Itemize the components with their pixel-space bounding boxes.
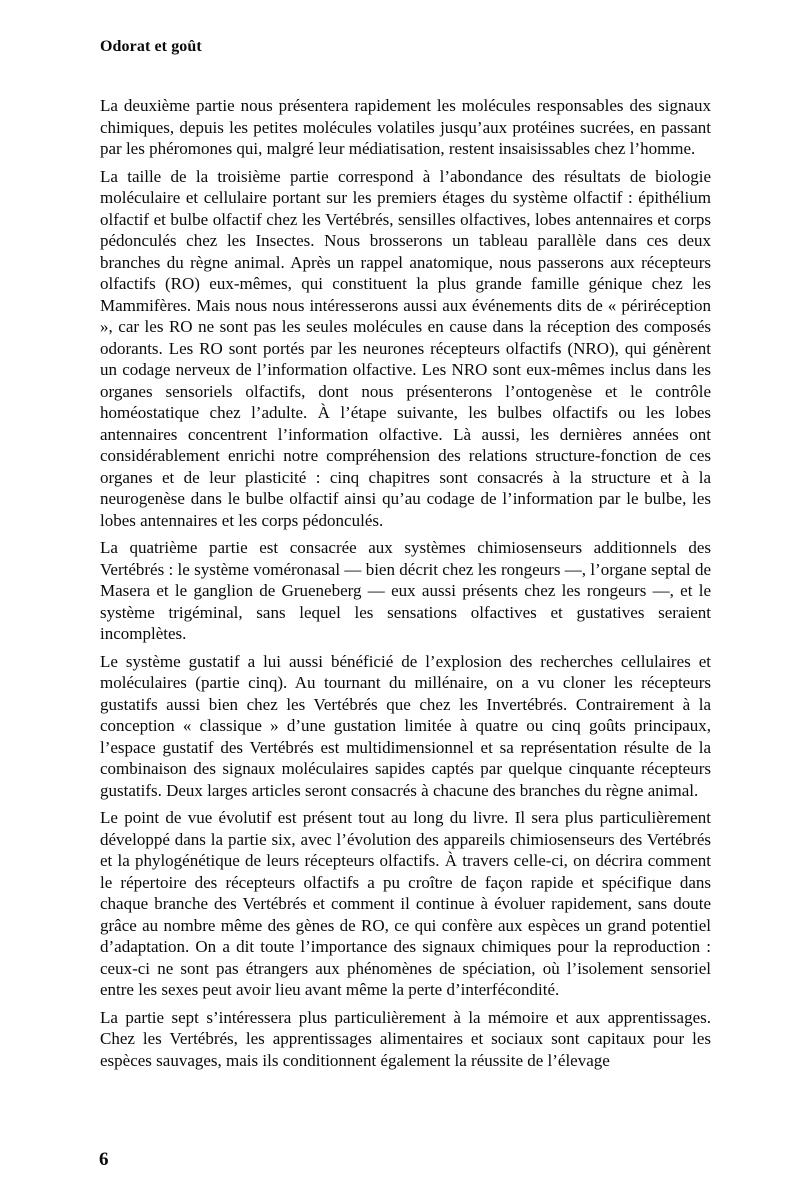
running-header: Odorat et goût (100, 38, 202, 55)
paragraph: Le point de vue évolutif est présent tout au long du livre. Il sera plus particulièrement développé dans la partie six, avec l’évolution des appareils chimiosenseurs des Vertébrés et la phylogénétique de leurs récepteurs olfactifs. À travers celle-ci, on décrira comment le répertoire des récepteurs olfactifs a pu croître de façon rapide et spécifique dans chaque branche des Vertébrés et comment il continue à évoluer rapidement, sans doute grâce au nombre même des gènes de RO, ce qui confère aux espèces un grand potentiel d’adaptation. On a dit toute l’importance des signaux chimiques pour la reproduction : ceux-ci ne sont pas étrangers aux phénomènes de spéciation, où l’isolement sensoriel entre les sexes peut avoir lieu avant même la perte d’interfécondité. (100, 808, 711, 999)
body-text (100, 95, 711, 1071)
paragraph: Le système gustatif a lui aussi bénéficié de l’explosion des recherches cellulaires et moléculaires (partie cinq). Au tournant du millénaire, on a vu cloner les récepteurs gustatifs aussi bien chez les Vertébrés que chez les Invertébrés. Contrairement à la conception « classique » d’une gustation limitée à quatre ou cinq goûts principaux, l’espace gustatif des Vertébrés est multidimensionnel et sa représentation résulte de la combinaison des signaux moléculaires sapides captés par quelque cinquante récepteurs gustatifs. Deux larges articles seront consacrés à chacune des branches du règne animal. (100, 651, 711, 800)
page-number: 6 (99, 1149, 109, 1170)
paragraph: La partie sept s’intéressera plus particulièrement à la mémoire et aux apprentissages. Chez les Vertébrés, les apprentissages alimentaires et sociaux sont capitaux pour les espèces sauvages, mais ils conditionnent également la réussite de l’élevage (100, 1007, 711, 1070)
paragraph: La deuxième partie nous présentera rapidement les molécules responsables des signaux chimiques, depuis les petites molécules volatiles jusqu’aux protéines sucrées, en passant par les phéromones qui, malgré leur médiatisation, restent insaisissables chez l’homme. (100, 96, 711, 158)
paragraph: La taille de la troisième partie correspond à l’abondance des résultats de biologie moléculaire et cellulaire portant sur les premiers étages du système olfactif : épithélium olfactif et bulbe olfactif chez les Vertébrés, sensilles olfactives, lobes antennaires et corps pédonculés chez les Insectes. Nous brosserons un tableau parallèle dans ces deux branches du règne animal. Après un rappel anatomique, nous passerons aux récepteurs olfactifs (RO) eux-mêmes, qui constituent la plus grande famille génique chez les Mammifères. Mais nous nous intéresserons aussi aux événements dits de « périréception », car les RO ne sont pas les seules molécules en cause dans la réception des composés odorants. Les RO sont portés par les neurones récepteurs olfactifs (NRO), qui génèrent un codage nerveux de l’information olfactive. Les NRO sont eux-mêmes inclus dans les organes sensoriels olfactifs, dont nous présenterons l’ontogenèse et le contrôle homéostatique chez l’adulte. À l’étape suivante, les bulbes olfactifs ou les lobes antennaires concentrent l’information olfactive. Là aussi, les dernières années ont considérablement enrichi notre compréhension des relations structure-fonction de ces organes et de leur plasticité : cinq chapitres sont consacrés à la structure et à la neurogenèse dans le bulbe olfactif ainsi qu’au codage de l’information par le bulbe, les lobes antennaires et les corps pédonculés. (100, 166, 711, 530)
paragraph: La quatrième partie est consacrée aux systèmes chimiosenseurs additionnels des Vertébrés : le système voméronasal — bien décrit chez les rongeurs —, l’organe septal de Masera et le ganglion de Grueneberg — eux aussi présents chez les rongeurs —, et le système trigéminal, sans lequel les sensations olfactives et gustatives seraient incomplètes. (100, 538, 711, 643)
